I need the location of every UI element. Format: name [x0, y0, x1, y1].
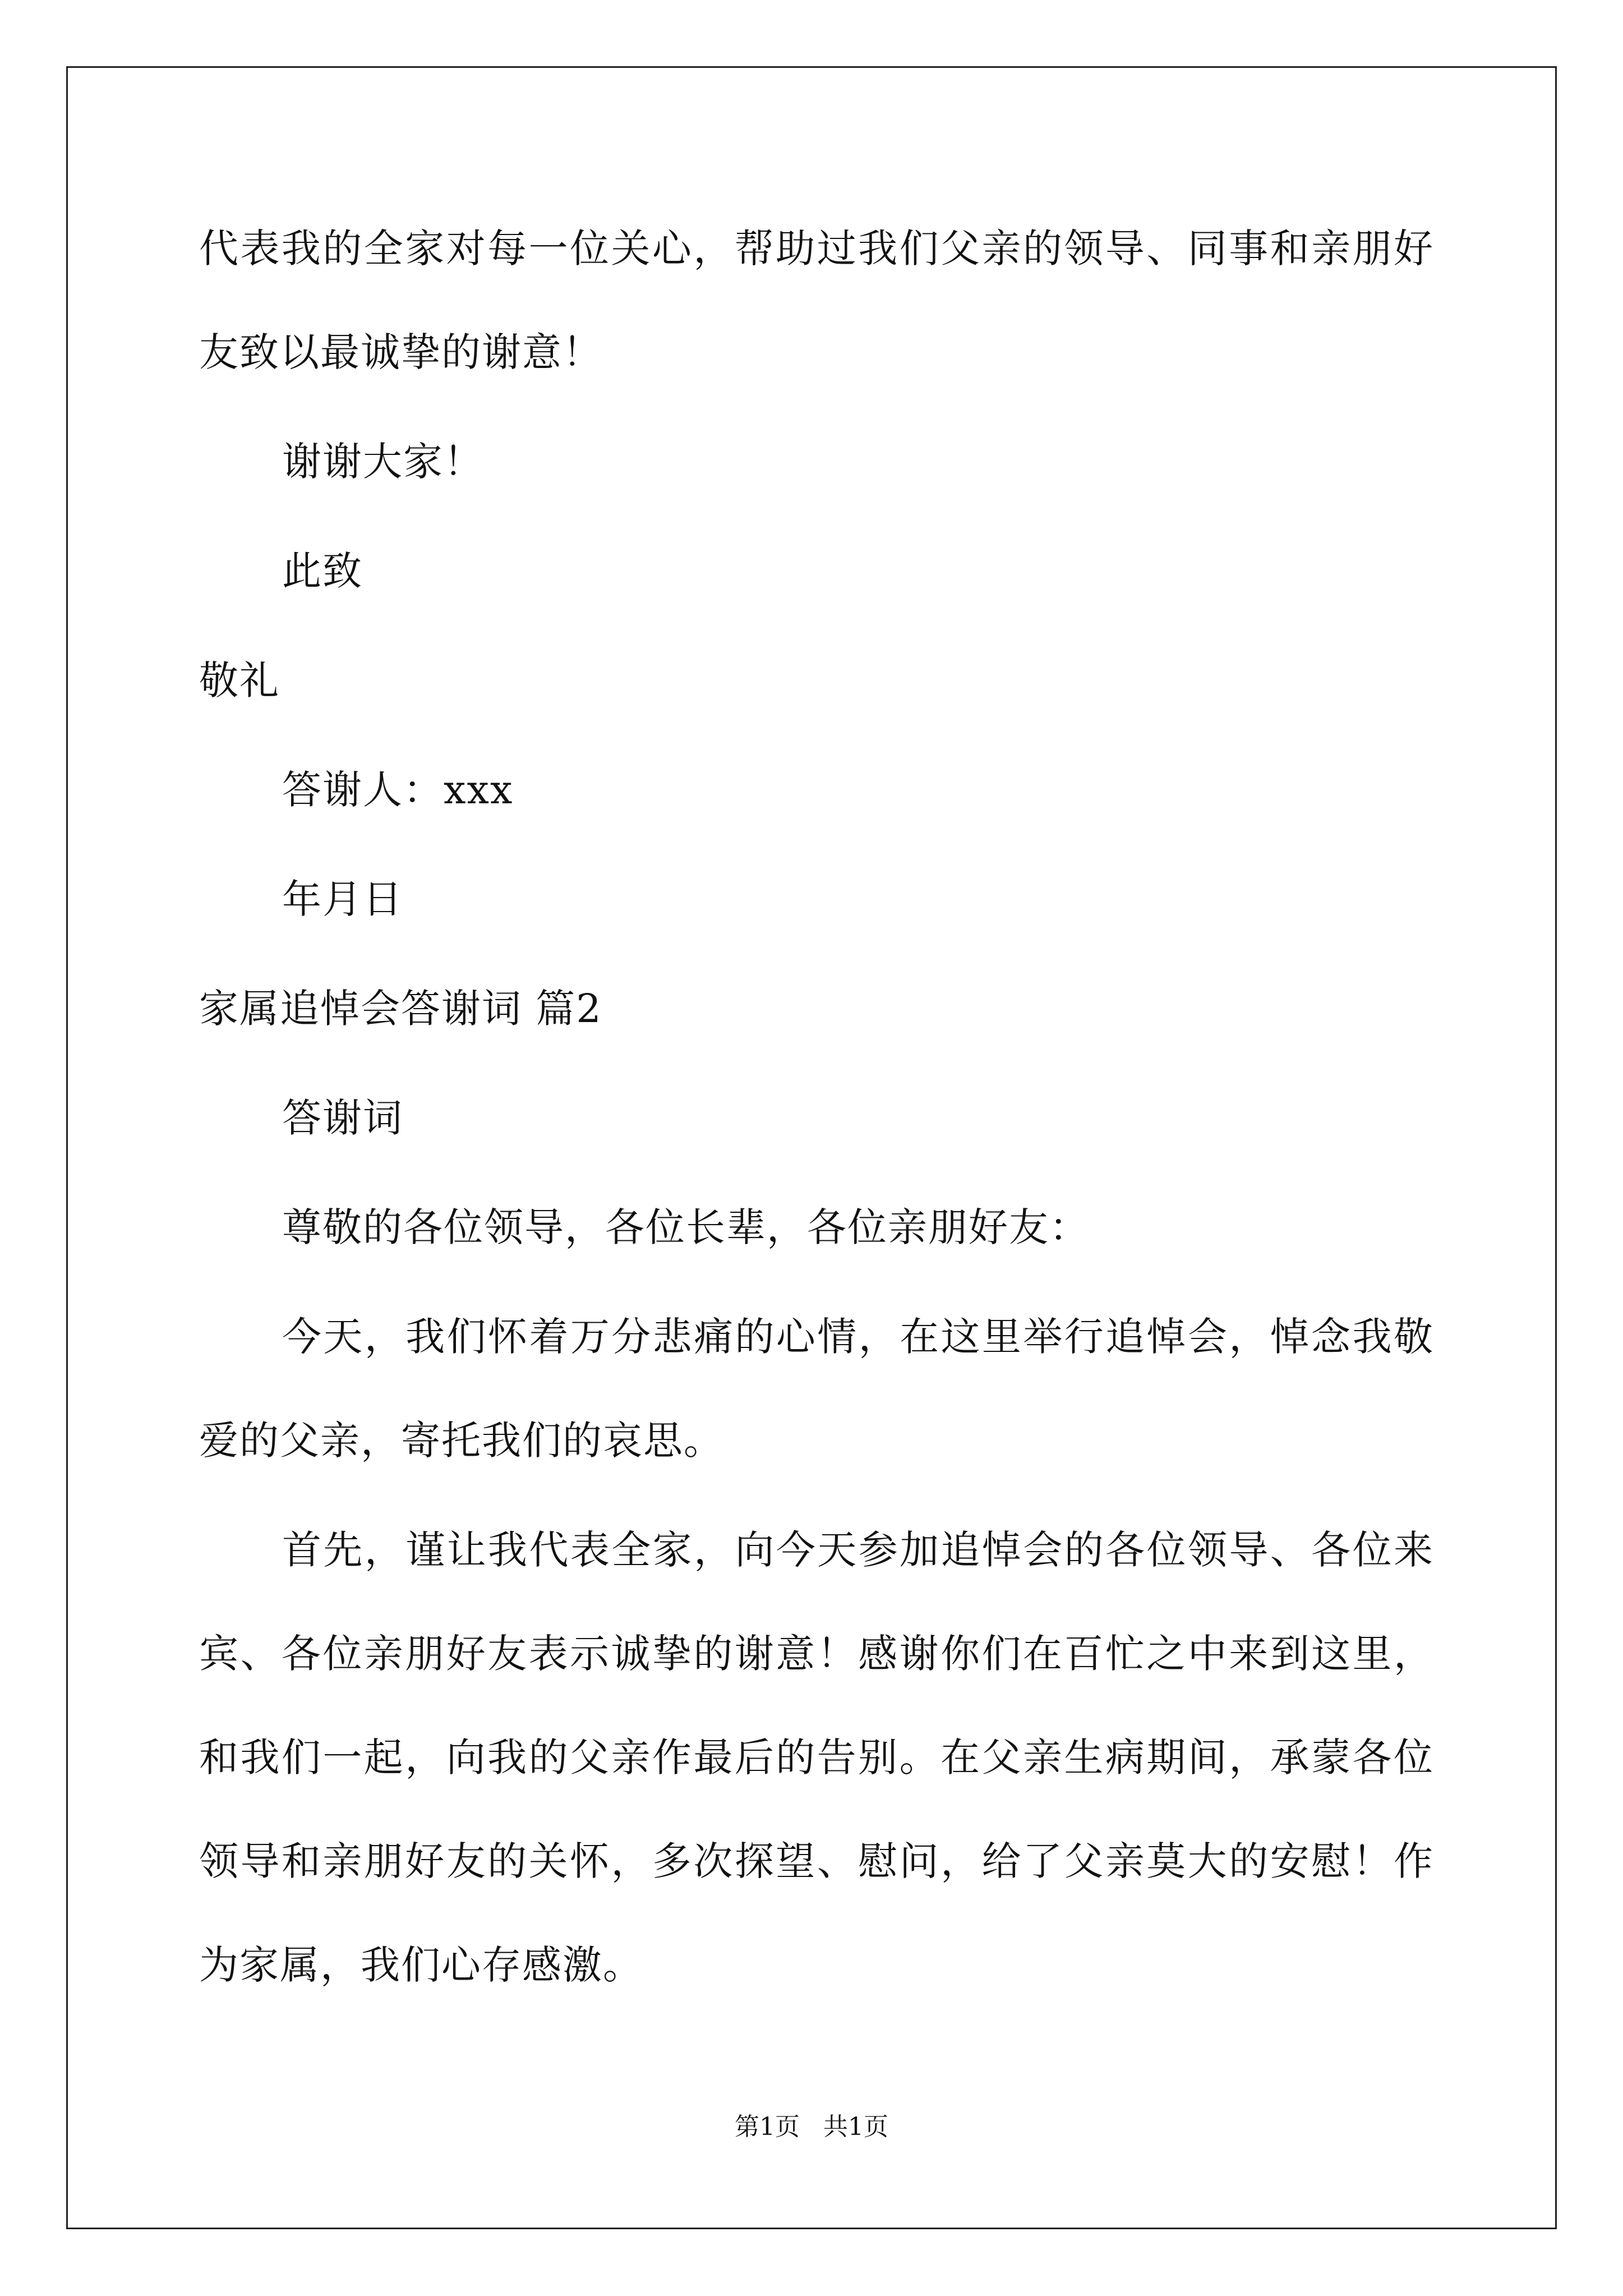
- greeting-line: 尊敬的各位领导，各位长辈，各位亲朋好友：: [282, 1204, 1090, 1250]
- body-line-1: 代表我的全家对每一位关心，帮助过我们父亲的领导、同事和亲朋好: [199, 226, 1433, 272]
- body-line-16: 领导和亲朋好友的关怀，多次探望、慰问，给了父亲莫大的安慰！作: [199, 1838, 1433, 1884]
- body-line-12: 爱的父亲，寄托我们的哀思。: [199, 1418, 724, 1464]
- closing-respect: 敬礼: [199, 657, 280, 703]
- date-line: 年月日: [282, 876, 403, 922]
- speech-title: 答谢词: [282, 1095, 403, 1141]
- body-line-13: 首先，谨让我代表全家，向今天参加追悼会的各位领导、各位来: [282, 1527, 1433, 1573]
- page-number: 第1页 共1页: [735, 2113, 888, 2141]
- thanks-line: 谢谢大家！: [282, 439, 484, 485]
- body-line-14: 宾、各位亲朋好友表示诚挚的谢意！感谢你们在百忙之中来到这里，: [199, 1631, 1433, 1677]
- signer-line: 答谢人：xxx: [282, 767, 514, 813]
- page-border: [66, 66, 1557, 2229]
- body-line-17: 为家属，我们心存感激。: [199, 1942, 643, 1988]
- body-line-15: 和我们一起，向我的父亲作最后的告别。在父亲生病期间，承蒙各位: [199, 1734, 1433, 1780]
- body-line-11: 今天，我们怀着万分悲痛的心情，在这里举行追悼会，悼念我敬: [282, 1314, 1433, 1360]
- body-line-2: 友致以最诚挚的谢意！: [199, 329, 603, 375]
- closing-salutation: 此致: [282, 548, 363, 594]
- section-heading: 家属追悼会答谢词 篇2: [199, 986, 602, 1032]
